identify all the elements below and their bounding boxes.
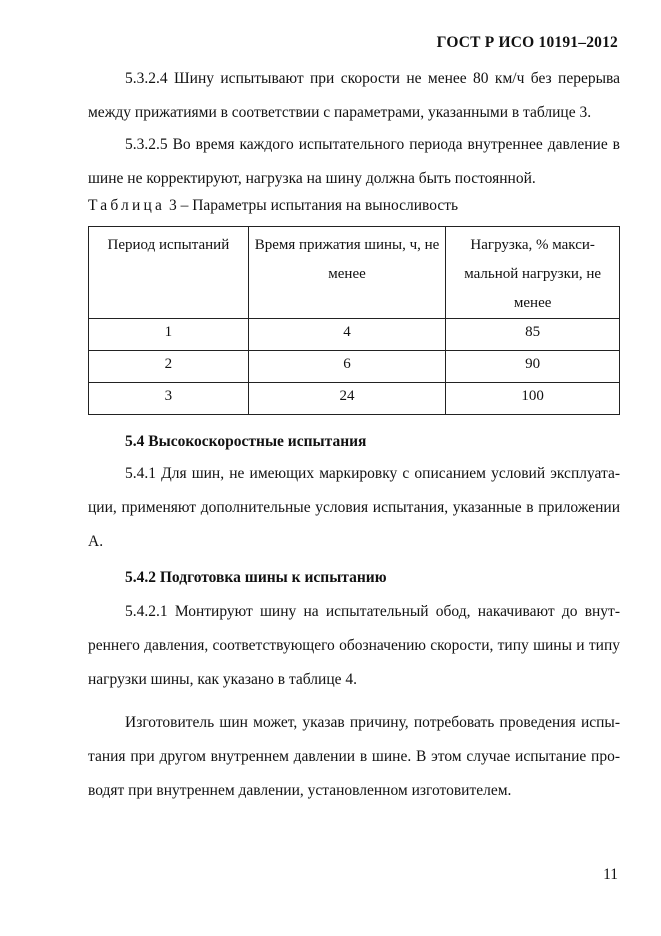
table-caption-word: Таблица — [88, 197, 166, 214]
table-row — [89, 319, 620, 351]
table-cell-period: 1 — [89, 319, 249, 351]
paragraph-5-4-1: 5.4.1 Для шин, не имеющих маркировку с описанием условий эксплуата-ции, применяют дополнительные условия испытания, указанные в приложении А. — [88, 465, 620, 550]
table-cell-time: 4 — [248, 319, 446, 351]
section-5-4-2-heading: 5.4.2 Подготовка шины к испытанию — [125, 569, 387, 586]
table-row — [89, 351, 620, 383]
table-cell-period: 2 — [89, 351, 249, 383]
table-3-caption — [88, 197, 458, 215]
table-header-row — [89, 227, 620, 319]
endurance-test-parameters-table — [88, 226, 620, 415]
header-test-period: Период испытаний — [89, 227, 249, 319]
table-cell-period: 3 — [89, 383, 249, 415]
table-row — [89, 383, 620, 415]
paragraph-5-3-2-5: 5.3.2.5 Во время каждого испытательного периода внутреннее давление в шине не корректируют, нагрузка на шину должна быть постоянной. — [88, 136, 620, 187]
table-cell-load: 85 — [446, 319, 620, 351]
paragraph-5-3-2-4: 5.3.2.4 Шину испытывают при скорости не менее 80 км/ч без перерыва между прижатиями в соответствии с параметрами, указанными в таблице 3. — [88, 70, 620, 121]
section-5-4-heading: 5.4 Высокоскоростные испытания — [125, 433, 367, 450]
table-cell-time: 6 — [248, 351, 446, 383]
document-code-header: ГОСТ Р ИСО 10191–2012 — [436, 34, 618, 51]
header-pressing-time: Время прижатия шины, ч, не менее — [248, 227, 446, 319]
table-cell-time: 24 — [248, 383, 446, 415]
paragraph-manufacturer-request: Изготовитель шин может, указав причину, потребовать проведения испы-тания при другом внутреннем давлении в шине. В этом случае испытание про-водят при внутреннем давлении, установленном изготовителем. — [88, 714, 620, 799]
table-caption-title: 3 – Параметры испытания на выносливость — [165, 197, 459, 214]
page-number: 11 — [603, 866, 618, 883]
table-cell-load: 90 — [446, 351, 620, 383]
paragraph-5-4-2-1: 5.4.2.1 Монтируют шину на испытательный обод, накачивают до внут-реннего давления, соответствующего обозначению скорости, типу шины и типу нагрузки шины, как указано в таблице 4. — [88, 603, 620, 688]
header-load-percent: Нагрузка, % макси-мальной нагрузки, не менее — [446, 227, 620, 319]
table-cell-load: 100 — [446, 383, 620, 415]
